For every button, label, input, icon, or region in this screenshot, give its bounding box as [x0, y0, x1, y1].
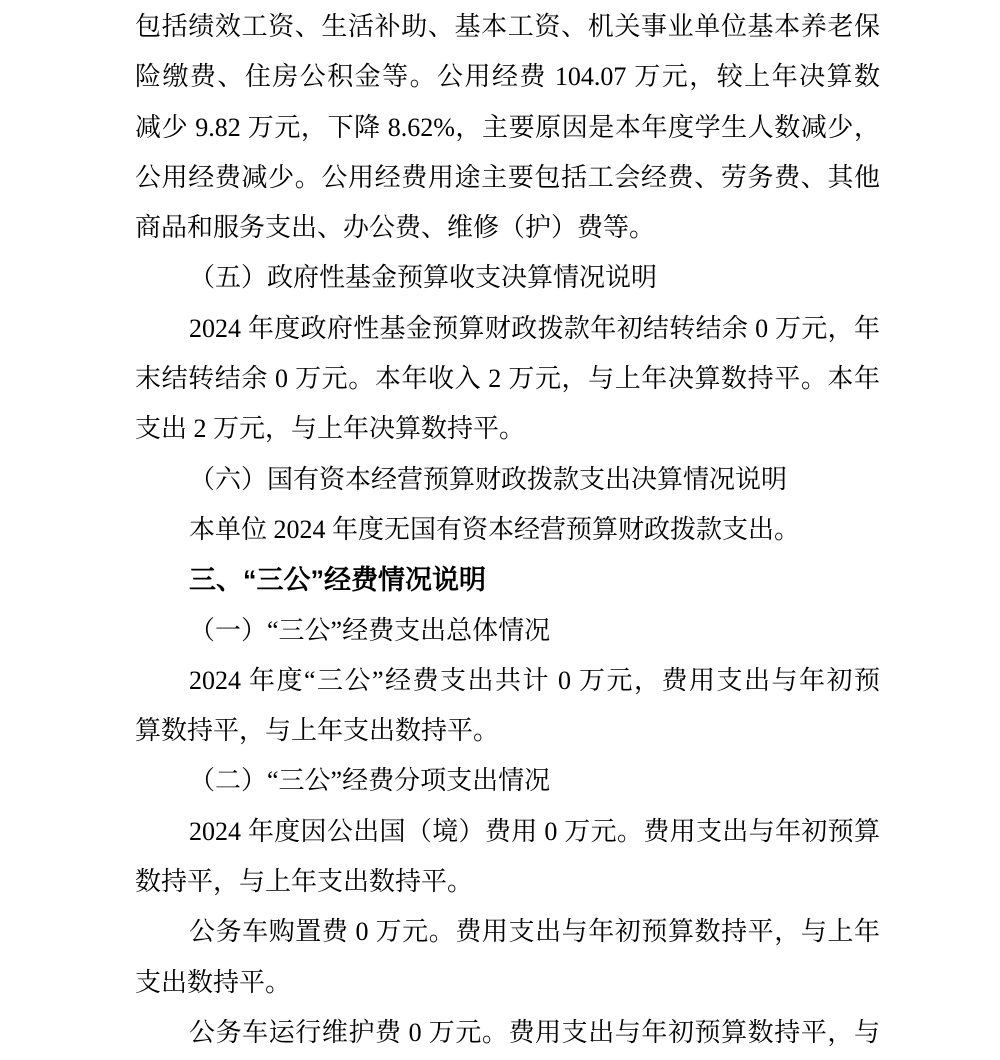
heading-itemized-expenditure: （二）“三公”经费分项支出情况	[189, 766, 551, 796]
para-public-expense-line-1: 包括绩效工资、生活补助、基本工资、机关事业单位基本养老保	[135, 12, 880, 41]
para-public-expense-line-3: 减少 9.82 万元，下降 8.62%，主要原因是本年度学生人数减少，	[135, 112, 880, 142]
heading-section-five: （五）政府性基金预算收支决算情况说明	[189, 263, 658, 293]
para-public-expense-line-2: 险缴费、住房公积金等。公用经费 104.07 万元，较上年决算数	[135, 62, 880, 92]
para-gov-fund-line-2: 末结转结余 0 万元。本年收入 2 万元，与上年决算数持平。本年	[135, 364, 880, 394]
heading-section-six: （六）国有资本经营预算财政拨款支出决算情况说明	[189, 464, 788, 494]
para-overall-expenditure-line-1: 2024 年度“三公”经费支出共计 0 万元，费用支出与年初预	[189, 665, 880, 695]
document-page	[135, 0, 880, 1058]
para-gov-fund-line-1: 2024 年度政府性基金预算财政拨款年初结转结余 0 万元，年	[189, 313, 880, 343]
para-public-expense-line-4: 公用经费减少。公用经费用途主要包括工会经费、劳务费、其他	[135, 162, 880, 192]
para-gov-fund-line-3: 支出 2 万元，与上年决算数持平。	[135, 414, 526, 444]
para-public-expense-line-5: 商品和服务支出、办公费、维修（护）费等。	[135, 213, 656, 243]
para-abroad-expense-line-1: 2024 年度因公出国（境）费用 0 万元。费用支出与年初预算	[189, 816, 880, 846]
para-overall-expenditure-line-2: 算数持平，与上年支出数持平。	[135, 716, 500, 746]
para-vehicle-purchase-line-1: 公务车购置费 0 万元。费用支出与年初预算数持平，与上年	[189, 917, 880, 947]
heading-overall-expenditure: （一）“三公”经费支出总体情况	[189, 615, 551, 645]
para-vehicle-maintenance-line-1: 公务车运行维护费 0 万元。费用支出与年初预算数持平，与	[189, 1017, 880, 1047]
para-state-capital-line-1: 本单位 2024 年度无国有资本经营预算财政拨款支出。	[189, 514, 801, 544]
para-vehicle-purchase-line-2: 支出数持平。	[135, 967, 292, 997]
heading-three-public-funds: 三、“三公”经费情况说明	[189, 565, 486, 596]
para-abroad-expense-line-2: 数持平，与上年支出数持平。	[135, 867, 474, 897]
